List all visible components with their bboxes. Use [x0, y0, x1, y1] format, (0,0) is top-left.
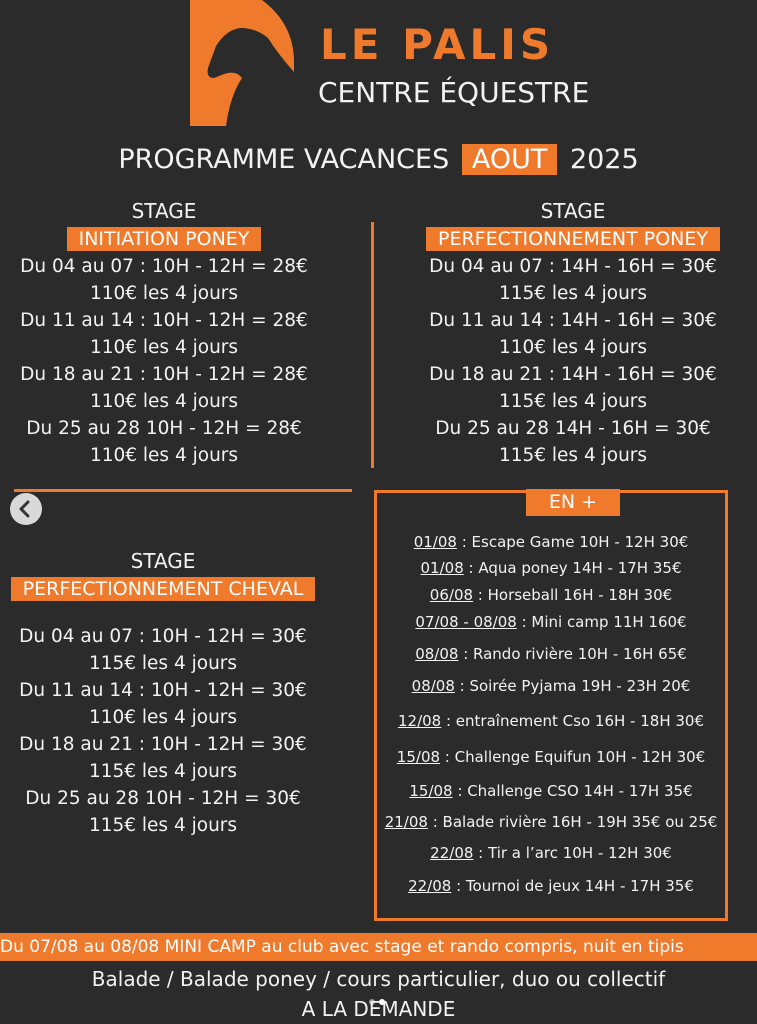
schedule-line: 110€ les 4 jours: [89, 391, 239, 412]
perf-poney-title: PERFECTIONNEMENT PONEY: [426, 227, 720, 251]
extras-item-text: : Tournoi de jeux 14H - 17H 35€: [451, 877, 694, 895]
extras-item: [374, 533, 728, 551]
extras-item: [374, 877, 728, 895]
schedule-line: Du 25 au 28 10H - 12H = 30€: [25, 788, 301, 809]
extras-item-text: : Mini camp 11H 160€: [516, 613, 687, 631]
schedule-line: Du 04 au 07 : 10H - 12H = 30€: [19, 626, 307, 647]
extras-item-date: 08/08: [415, 645, 459, 663]
schedule-line: Du 04 au 07 : 14H - 16H = 30€: [429, 256, 717, 277]
extras-item-date: 21/08: [384, 813, 428, 831]
schedule-line: 110€ les 4 jours: [498, 337, 648, 358]
schedule-line: 115€ les 4 jours: [88, 653, 238, 674]
extras-title: EN +: [526, 489, 620, 516]
initiation-section: [14, 198, 314, 469]
extras-item-text: : Challenge CSO 14H - 17H 35€: [452, 782, 693, 800]
extras-item-date: 12/08: [397, 712, 442, 730]
horse-head-logo: [190, 0, 294, 126]
extras-item-text: : Horseball 16H - 18H 30€: [473, 586, 673, 604]
schedule-line: 115€ les 4 jours: [498, 391, 648, 412]
program-headline: [0, 144, 757, 175]
schedule-line: 110€ les 4 jours: [89, 283, 239, 304]
extras-item-date: 22/08: [408, 877, 452, 895]
extras-item: [374, 782, 728, 800]
extras-item-date: 15/08: [409, 782, 453, 800]
schedule-line: Du 11 au 14 : 14H - 16H = 30€: [429, 310, 717, 331]
extras-item: [374, 645, 728, 663]
schedule-line: 110€ les 4 jours: [88, 707, 238, 728]
mini-camp-banner: Du 07/08 au 08/08 MINI CAMP au club avec stage et rando compris, nuit en tipis: [0, 933, 757, 961]
perf-cheval-lines: [10, 623, 316, 839]
schedule-line: Du 25 au 28 10H - 12H = 28€: [26, 418, 302, 439]
extras-item-date: 07/08 - 08/08: [415, 613, 517, 631]
initiation-lines: [14, 253, 314, 469]
extras-item-text: : Aqua poney 14H - 17H 35€: [463, 559, 682, 577]
extras-item: [374, 613, 728, 631]
extras-item-date: 15/08: [396, 748, 441, 766]
initiation-title: INITIATION PONEY: [67, 227, 262, 251]
extras-item-text: : Challenge Equifun 10H - 12H 30€: [440, 748, 706, 766]
schedule-line: Du 18 au 21 : 14H - 16H = 30€: [429, 364, 717, 385]
schedule-line: Du 25 au 28 14H - 16H = 30€: [435, 418, 711, 439]
extras-item-text: : Rando rivière 10H - 16H 65€: [458, 645, 687, 663]
extras-item-date: 08/08: [411, 677, 455, 695]
extras-item-text: : Tir a l’arc 10H - 12H 30€: [473, 844, 672, 862]
extras-item-date: 22/08: [430, 844, 474, 862]
program-year: 2025: [569, 144, 639, 175]
schedule-line: Du 18 au 21 : 10H - 12H = 30€: [19, 734, 307, 755]
horizontal-divider: [14, 489, 352, 492]
schedule-line: Du 11 au 14 : 10H - 12H = 30€: [19, 680, 307, 701]
perf-poney-section: [418, 198, 728, 469]
extras-item: [374, 677, 728, 695]
extras-item: [374, 712, 728, 730]
schedule-line: 115€ les 4 jours: [88, 815, 238, 836]
extras-item-date: 06/08: [429, 586, 474, 604]
schedule-line: 115€ les 4 jours: [498, 445, 648, 466]
brand-subtitle: CENTRE ÉQUESTRE: [318, 76, 590, 109]
perf-cheval-section: [10, 548, 316, 839]
program-month: AOUT: [462, 144, 558, 175]
schedule-line: Du 18 au 21 : 10H - 12H = 28€: [20, 364, 308, 385]
extras-item: [374, 813, 728, 831]
extras-item: [374, 844, 728, 862]
schedule-line: Du 11 au 14 : 10H - 12H = 28€: [20, 310, 308, 331]
brand-title: LE PALIS: [320, 20, 555, 69]
footer-line-1: Balade / Balade poney / cours particulier, duo ou collectif: [91, 967, 666, 991]
extras-item-text: : Escape Game 10H - 12H 30€: [456, 533, 689, 551]
extras-item-text: : Soirée Pyjama 19H - 23H 20€: [454, 677, 691, 695]
extras-item: [374, 559, 728, 577]
stage-label: STAGE: [131, 199, 197, 223]
stage-label: STAGE: [130, 549, 196, 573]
perf-cheval-title: PERFECTIONNEMENT CHEVAL: [11, 577, 316, 601]
extras-item-date: 01/08: [413, 533, 457, 551]
schedule-line: Du 04 au 07 : 10H - 12H = 28€: [20, 256, 308, 277]
schedule-line: 115€ les 4 jours: [88, 761, 238, 782]
schedule-line: 110€ les 4 jours: [89, 337, 239, 358]
perf-poney-lines: [418, 253, 728, 469]
extras-item-date: 01/08: [420, 559, 464, 577]
schedule-line: 115€ les 4 jours: [498, 283, 648, 304]
extras-item-text: : entraînement Cso 16H - 18H 30€: [441, 712, 704, 730]
extras-item: [374, 586, 728, 604]
vertical-divider: [371, 222, 374, 468]
program-prefix: PROGRAMME VACANCES: [118, 144, 450, 175]
stage-label: STAGE: [540, 199, 606, 223]
extras-item: [374, 748, 728, 766]
schedule-line: 110€ les 4 jours: [89, 445, 239, 466]
footer-line-2: A LA DEMANDE: [301, 997, 456, 1021]
extras-item-text: : Balade rivière 16H - 19H 35€ ou 25€: [427, 813, 718, 831]
carousel-prev-button[interactable]: [10, 493, 42, 525]
chevron-left-icon: [10, 493, 42, 525]
